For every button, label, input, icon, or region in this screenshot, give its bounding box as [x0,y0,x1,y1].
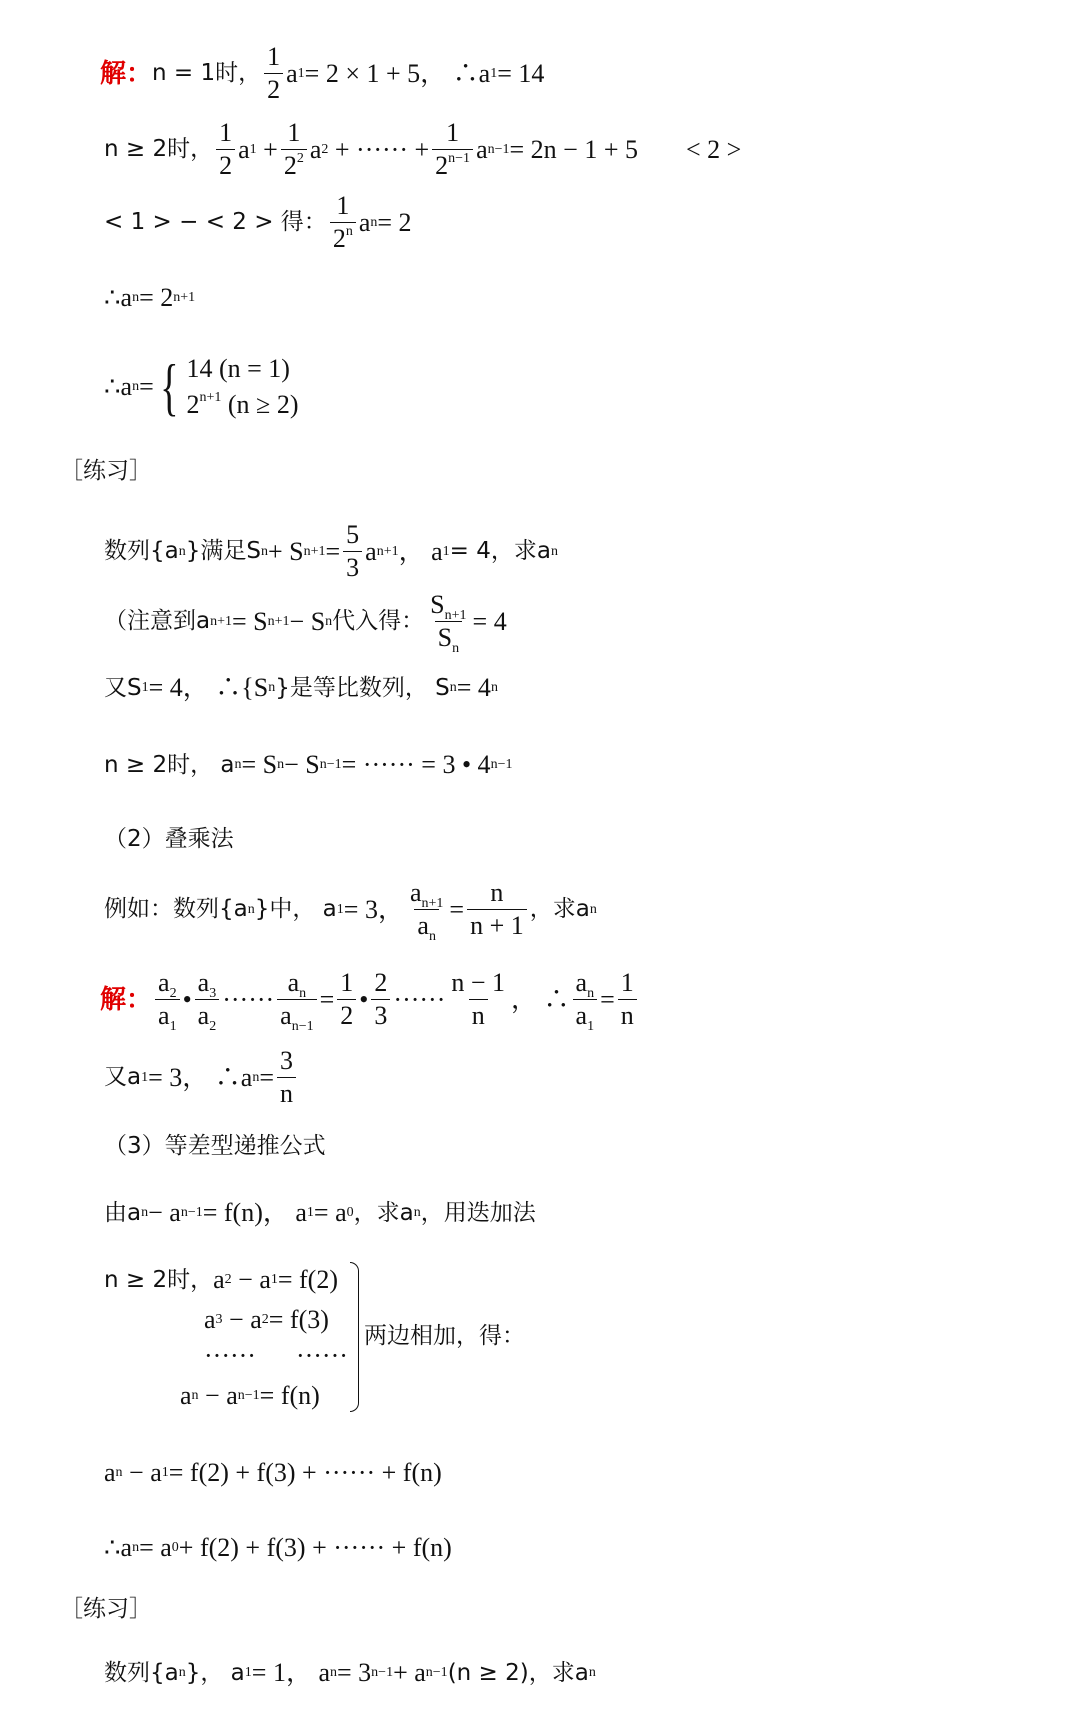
sum-line-2: ∴a n = a 0 + f(2) + f(3) + ······ + f(n) [104,1533,452,1562]
system-row-1: n ≥ 2时， a 2 − a 1 = f(2) [104,1265,338,1294]
practice-label: ［练习］ [60,458,152,484]
right-brace [350,1262,359,1412]
case-1: 14 (n = 1) [186,354,290,383]
practice-1-hint: （注意到a n+1 = S n+1 − S n 代入得： $\frac{S_{n+1}}{S_n}$ = 4 [104,590,507,656]
piecewise-result: ∴a n = { 14 (n = 1) $2^{n+1}$ (n ≥ 2) [104,351,299,422]
solution-line-4: ∴a n = 2 n+1 [104,283,196,312]
practice-1-result: n ≥ 2时， a n = S n − S n−1 = ······ = 3 • 4 n−1 [104,750,513,779]
equation-tag: < 2 > [686,134,742,164]
section-2-solution: 解： $\frac{a_2}{a_1}$ • $\frac{a_3}{a_2}$ ······ $\frac{a_n}{a_{n-1}}$ = $\frac{1}{2}$ • $\frac{2}{3}$ ······ $\frac{n - 1}{n}$ ， ∴ $\frac{a_n}{a_1}$ = $\frac{1}{n}$ [100,970,640,1029]
solution-line-3: < 1 > − < 2 > 得： $\frac{1}{2^n}$ a n = 2 [104,191,412,253]
solution-line-2: n ≥ 2时， $\frac{1}{2}$ a 1 + $\frac{1}{2^2}$ a 2 + ······ + $\frac{1}{2^{n-1}}$ a n−1 = 2n − 1 + 5 < 2 > [104,118,742,180]
section-2-example: 例如：数列{a n }中， a 1 = 3， $\frac{a_{n+1}}{a_n}$ = $\frac{n}{n + 1}$ ，求a n [104,878,597,944]
system-row-2: a 3 − a 2 = f(3) [204,1305,329,1334]
text: n = 1时， [152,60,262,86]
system-conclusion: 两边相加，得： [364,1323,525,1349]
practice-2-question: 数列{a n }， a 1 = 1， a n = 3 n−1 + a n−1 (n ≥ 2)，求a n [104,1658,596,1687]
section-2-title: （2）叠乘法 [104,826,234,852]
case-2: $2^{n+1}$ (n ≥ 2) [186,390,299,419]
system-row-3: ······ ······ [204,1341,348,1370]
section-3-description: 由a n − a n−1 = f(n)， a 1 = a 0 ，求a n ，用迭加法 [104,1198,536,1227]
left-brace: { [159,351,179,422]
section-3-title: （3）等差型递推公式 [104,1133,326,1159]
practice-2-label: ［练习］ [60,1596,152,1622]
section-2-result: 又a 1 = 3， ∴a n = $\frac{3}{n}$ [104,1048,299,1107]
solution-label: 解： [100,58,153,89]
fraction-half: $\frac{1}{2}$ [264,44,283,103]
system-row-4: a n − a n−1 = f(n) [180,1381,320,1410]
practice-1-geometric: 又S 1 = 4， ∴{S n }是等比数列， S n = 4 n [104,673,498,702]
practice-1-question: 数列{a n }满足S n + S n+1 = $\frac{5}{3}$ a n+1 ， a 1 = 4，求a n [104,520,558,582]
solution-line-1: 解： n = 1时， $\frac{1}{2}$ a 1 = 2 × 1 + 5， ∴a 1 = 14 [100,42,545,104]
sum-line-1: a n − a 1 = f(2) + f(3) + ······ + f(n) [104,1458,442,1487]
